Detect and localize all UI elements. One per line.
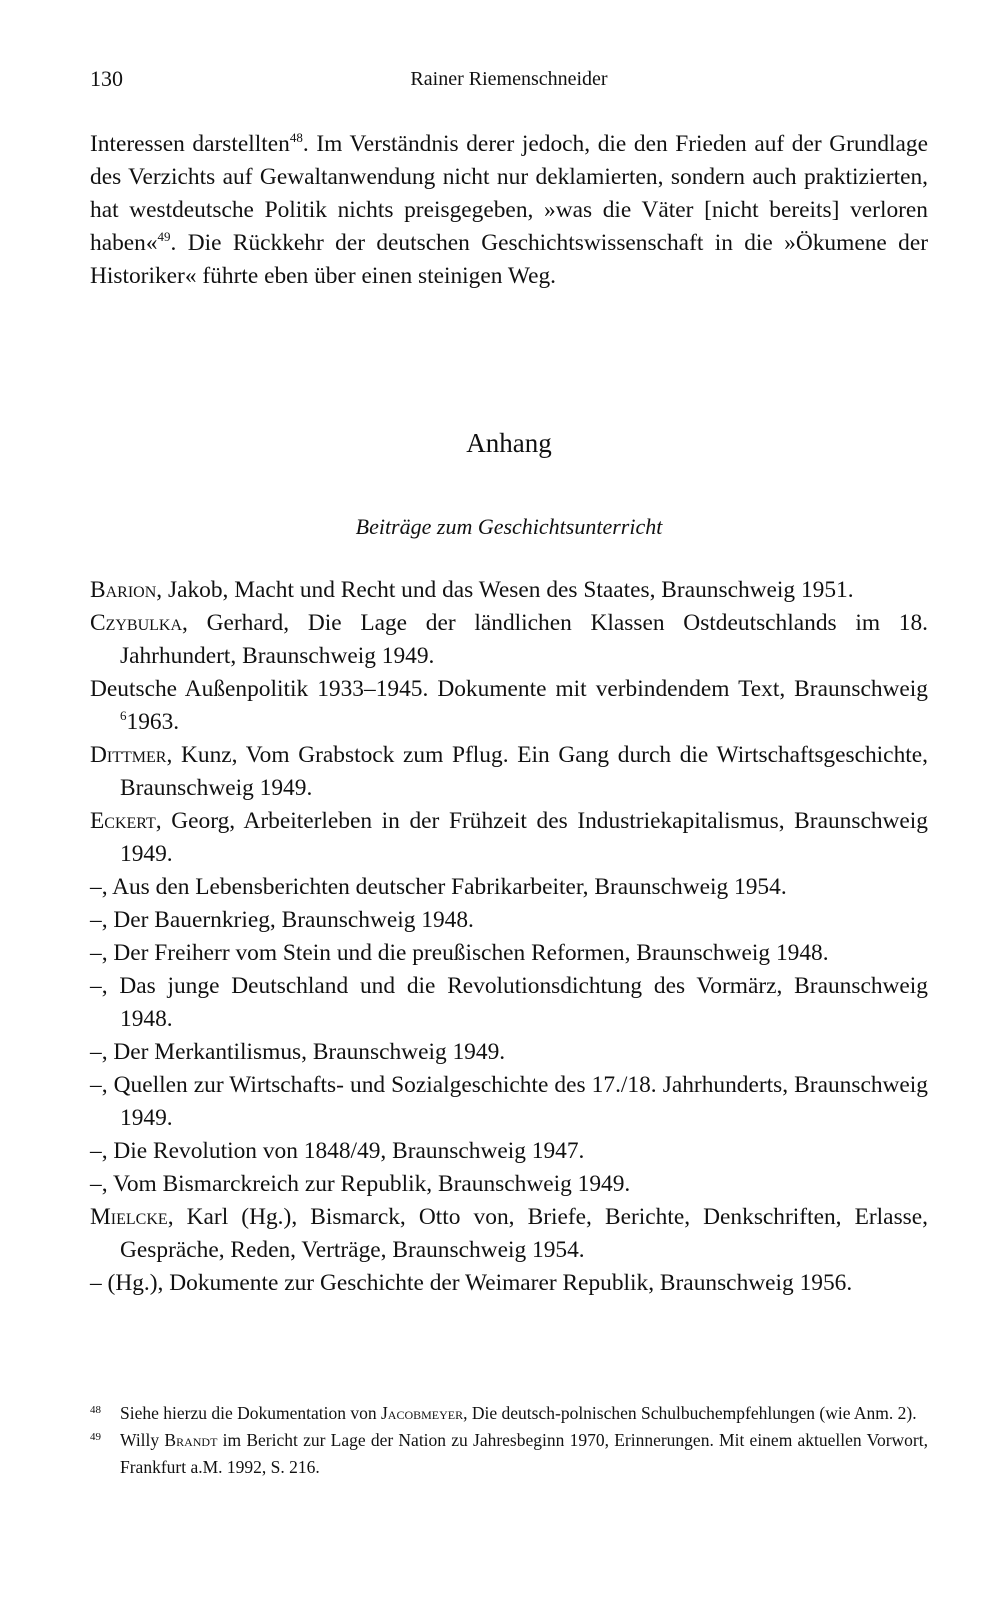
bib-entry	[90, 1201, 928, 1267]
subsection-title: Beiträge zum Geschichtsunterricht	[355, 514, 663, 539]
bib-entry: – (Hg.), Dokumente zur Geschichte der Weimarer Republik, Braunschweig 1956.	[90, 1270, 853, 1296]
bib-details: , Gerhard, Die Lage der ländlichen Klassen Ostdeutschlands im 18. Jahrhundert, Braunschweig 1949.	[120, 610, 928, 669]
footnote-49	[90, 1427, 928, 1481]
bib-entry: –, Der Bauernkrieg, Braunschweig 1948.	[90, 907, 474, 933]
text-segment: Interessen darstellten	[90, 131, 290, 157]
bib-entry: –, Das junge Deutschland und die Revolutionsdichtung des Vormärz, Braunschweig 1948.	[90, 973, 928, 1032]
footnote-ref-48[interactable]: 48	[289, 130, 303, 146]
footnotes	[90, 1400, 928, 1481]
body-paragraph	[90, 128, 928, 293]
bib-entry: –, Die Revolution von 1848/49, Braunschweig 1947.	[90, 1138, 585, 1164]
bib-entry	[90, 673, 928, 739]
bib-details: , Georg, Arbeiterleben in der Frühzeit des Industriekapitalismus, Braunschweig 1949.	[120, 808, 928, 867]
bib-entry	[90, 574, 928, 607]
bib-year: 1963.	[126, 709, 180, 735]
bib-entry: –, Aus den Lebensberichten deutscher Fabrikarbeiter, Braunschweig 1954.	[90, 874, 787, 900]
bib-entry: –, Der Freiherr vom Stein und die preußischen Reformen, Braunschweig 1948.	[90, 940, 829, 966]
bib-details: Deutsche Außenpolitik 1933–1945. Dokumente mit verbindendem Text, Braunschweig	[90, 676, 928, 702]
running-head-author: Rainer Riemenschneider	[410, 68, 608, 90]
page-number: 130	[90, 66, 123, 91]
edition-number: 6	[120, 708, 127, 724]
bib-author: Czybulka	[90, 610, 183, 636]
footnote-author: Jacobmeyer	[380, 1403, 464, 1423]
bib-details: , Jakob, Macht und Recht und das Wesen des Staates, Braunschweig 1951.	[156, 577, 854, 603]
bib-author: Barion	[90, 577, 157, 603]
paragraph	[90, 128, 928, 293]
bib-entry	[90, 739, 928, 805]
text-segment: . Die Rückkehr der deutschen Geschichtswissenschaft in die »Ökumene der Historiker« führte eben über einen steinigen Weg.	[90, 230, 928, 289]
footnote-author: Brandt	[164, 1430, 218, 1450]
bib-entry: –, Quellen zur Wirtschafts- und Sozialgeschichte des 17./18. Jahrhunderts, Braunschweig 1949.	[90, 1072, 928, 1131]
bib-details: , Karl (Hg.), Bismarck, Otto von, Briefe, Berichte, Denkschriften, Erlasse, Gespräche, Reden, Verträge, Braunschweig 1954.	[120, 1204, 928, 1263]
bib-entry	[90, 805, 928, 871]
bib-author: Dittmer	[90, 742, 167, 768]
bib-details: , Kunz, Vom Grabstock zum Pflug. Ein Gang durch die Wirtschaftsgeschichte, Braunschweig 1949.	[120, 742, 928, 801]
bib-entry	[90, 607, 928, 673]
footnote-text: , Die deutsch-polnischen Schulbuchempfehlungen (wie Anm. 2).	[463, 1403, 917, 1423]
bibliography-list	[90, 574, 928, 1300]
footnote-text: Willy	[120, 1430, 165, 1450]
section-title: Anhang	[466, 428, 552, 458]
bib-author: Eckert	[90, 808, 156, 834]
footnote-48	[90, 1400, 928, 1427]
bib-entry: –, Der Merkantilismus, Braunschweig 1949.	[90, 1039, 506, 1065]
text-segment: . Im Verständnis derer jedoch, die den Frieden auf der Grundlage des Verzichts auf Gewaltanwendung nicht nur deklamierten, sondern auch praktizierten, hat westdeutsche Politik nichts preisgegeben, »was die Väter [nicht bereits] verloren haben«	[90, 131, 929, 256]
running-head	[90, 66, 928, 96]
footnote-number: 48	[90, 1404, 101, 1416]
footnote-number: 49	[90, 1431, 101, 1443]
footnote-text: im Bericht zur Lage der Nation zu Jahresbeginn 1970, Erinnerungen. Mit einem aktuellen Vorwort, Frankfurt a.M. 1992, S. 216.	[120, 1430, 928, 1477]
bib-author: Mielcke	[90, 1204, 168, 1230]
footnote-ref-49[interactable]: 49	[157, 229, 171, 245]
footnote-text: Siehe hierzu die Dokumentation von	[120, 1403, 381, 1423]
bib-entry: –, Vom Bismarckreich zur Republik, Braunschweig 1949.	[90, 1171, 631, 1197]
